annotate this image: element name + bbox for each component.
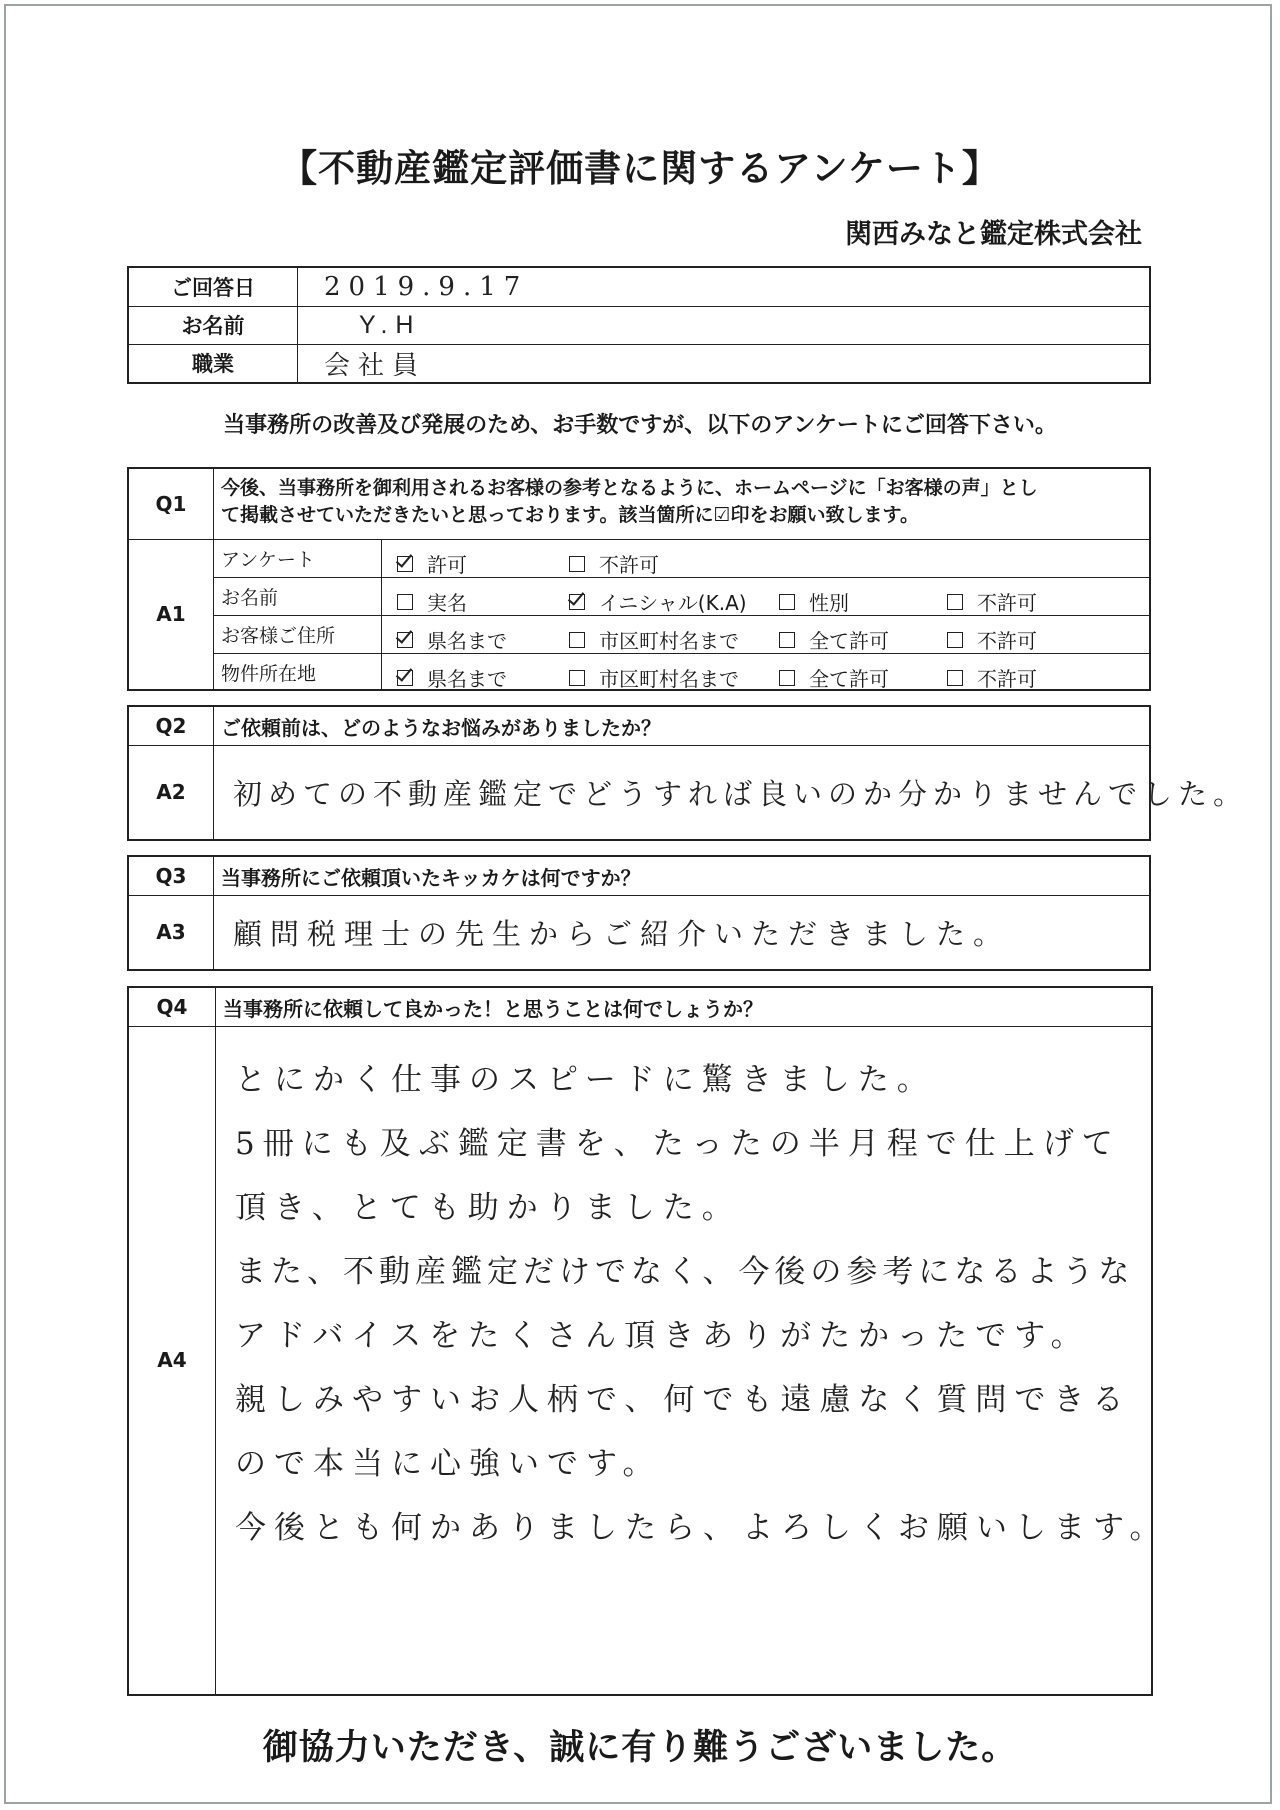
option-checkbox[interactable]: 全て許可 — [779, 625, 889, 654]
date-value: 2019.9.17 — [324, 272, 529, 302]
a4-answer-line: 5冊にも及ぶ鑑定書を、たったの半月程で仕上げて — [235, 1126, 1121, 1162]
a2-answer: 初めての不動産鑑定でどうすれば良いのか分かりませんでした。 — [233, 776, 1249, 811]
q3-text: 当事務所にご依頼頂いたキッカケは何ですか？ — [221, 865, 641, 890]
q3-label: Q3 — [155, 864, 187, 888]
checkbox-empty-icon — [569, 632, 585, 648]
q3-a3-table — [127, 855, 1151, 971]
a1-label: A1 — [156, 602, 186, 626]
date-label: ご回答日 — [171, 276, 255, 300]
q2-a2-table — [127, 705, 1249, 841]
option-checkbox[interactable]: 不許可 — [947, 663, 1037, 692]
option-checkbox[interactable]: 不許可 — [947, 587, 1037, 616]
a1-row-label: お客様ご住所 — [221, 624, 336, 647]
checkbox-empty-icon — [397, 594, 413, 610]
option-checkbox[interactable]: イニシャル(K.A) — [569, 587, 747, 616]
a3-answer: 顧問税理士の先生からご紹介いただきました。 — [233, 916, 1011, 951]
name-label: お名前 — [181, 314, 245, 338]
a4-answer-line: 頂き、とても助かりました。 — [235, 1190, 741, 1226]
checkbox-empty-icon — [779, 594, 795, 610]
a1-row-label: お名前 — [221, 586, 279, 609]
checkbox-checked-icon — [569, 594, 585, 610]
a4-answer-line: ので本当に心強いです。 — [235, 1446, 662, 1482]
survey-title: 【不動産鑑定評価書に関するアンケート】 — [280, 147, 1000, 190]
checkbox-empty-icon — [947, 632, 963, 648]
option-checkbox[interactable]: 全て許可 — [779, 663, 889, 692]
option-checkbox[interactable]: 市区町村名まで — [569, 663, 739, 692]
option-checkbox[interactable]: 市区町村名まで — [569, 625, 739, 654]
company-name: 関西みなと鑑定株式会社 — [845, 219, 1142, 250]
instruction-text: 当事務所の改善及び発展のため、お手数ですが、以下のアンケートにご回答下さい。 — [223, 413, 1057, 438]
checkbox-empty-icon — [779, 632, 795, 648]
q4-label: Q4 — [156, 995, 188, 1019]
option-checkbox[interactable]: 性別 — [779, 587, 849, 616]
a4-answer-line: 今後とも何かありましたら、よろしくお願いします。 — [235, 1510, 1169, 1546]
q2-label: Q2 — [155, 714, 187, 738]
option-checkbox[interactable]: 不許可 — [947, 625, 1037, 654]
checkbox-empty-icon — [779, 670, 795, 686]
option-checkbox[interactable]: 不許可 — [569, 549, 659, 578]
a3-label: A3 — [156, 920, 186, 944]
checkbox-checked-icon — [397, 632, 413, 648]
a4-label: A4 — [157, 1348, 187, 1372]
q4-text: 当事務所に依頼して良かった！と思うことは何でしょうか？ — [223, 996, 763, 1021]
q1-label: Q1 — [155, 492, 187, 516]
option-checkbox[interactable]: 許可 — [397, 549, 467, 578]
q4-a4-table — [127, 986, 1169, 1696]
checkbox-empty-icon — [947, 594, 963, 610]
thank-you-footer: 御協力いただき、誠に有り難うございました。 — [262, 1728, 1018, 1768]
a4-answer-line: また、不動産鑑定だけでなく、今後の参考になるような — [235, 1254, 1135, 1290]
a4-answer-line: アドバイスをたくさん頂きありがたかったです。 — [235, 1318, 1090, 1354]
q2-text: ご依頼前は、どのようなお悩みがありましたか？ — [221, 715, 661, 740]
checkbox-empty-icon — [947, 670, 963, 686]
option-checkbox[interactable]: 県名まで — [397, 663, 507, 692]
a1-row-label: アンケート — [221, 548, 315, 571]
checkbox-empty-icon — [569, 670, 585, 686]
q1-a1-table — [127, 467, 1151, 691]
a2-label: A2 — [156, 780, 186, 804]
option-checkbox[interactable]: 実名 — [397, 587, 467, 616]
respondent-info-table — [127, 266, 1151, 384]
a1-row-label: 物件所在地 — [221, 662, 317, 685]
option-checkbox[interactable]: 県名まで — [397, 625, 507, 654]
q1-text-line1: 今後、当事務所を御利用されるお客様の参考となるように、ホームページに「お客様の声」とし — [221, 477, 1038, 499]
a4-answer-line: とにかく仕事のスピードに驚きました。 — [235, 1062, 936, 1098]
job-value: 会社員 — [324, 350, 427, 381]
checkbox-checked-icon — [397, 670, 413, 686]
q1-text-line2: て掲載させていただきたいと思っております。該当箇所に☑印をお願い致します。 — [221, 504, 919, 526]
checkbox-checked-icon — [397, 556, 413, 572]
checkbox-empty-icon — [569, 556, 585, 572]
name-value: Y.H — [359, 310, 422, 339]
job-label: 職業 — [192, 352, 234, 376]
a4-answer-line: 親しみやすいお人柄で、何でも遠慮なく質問できる — [235, 1382, 1132, 1418]
